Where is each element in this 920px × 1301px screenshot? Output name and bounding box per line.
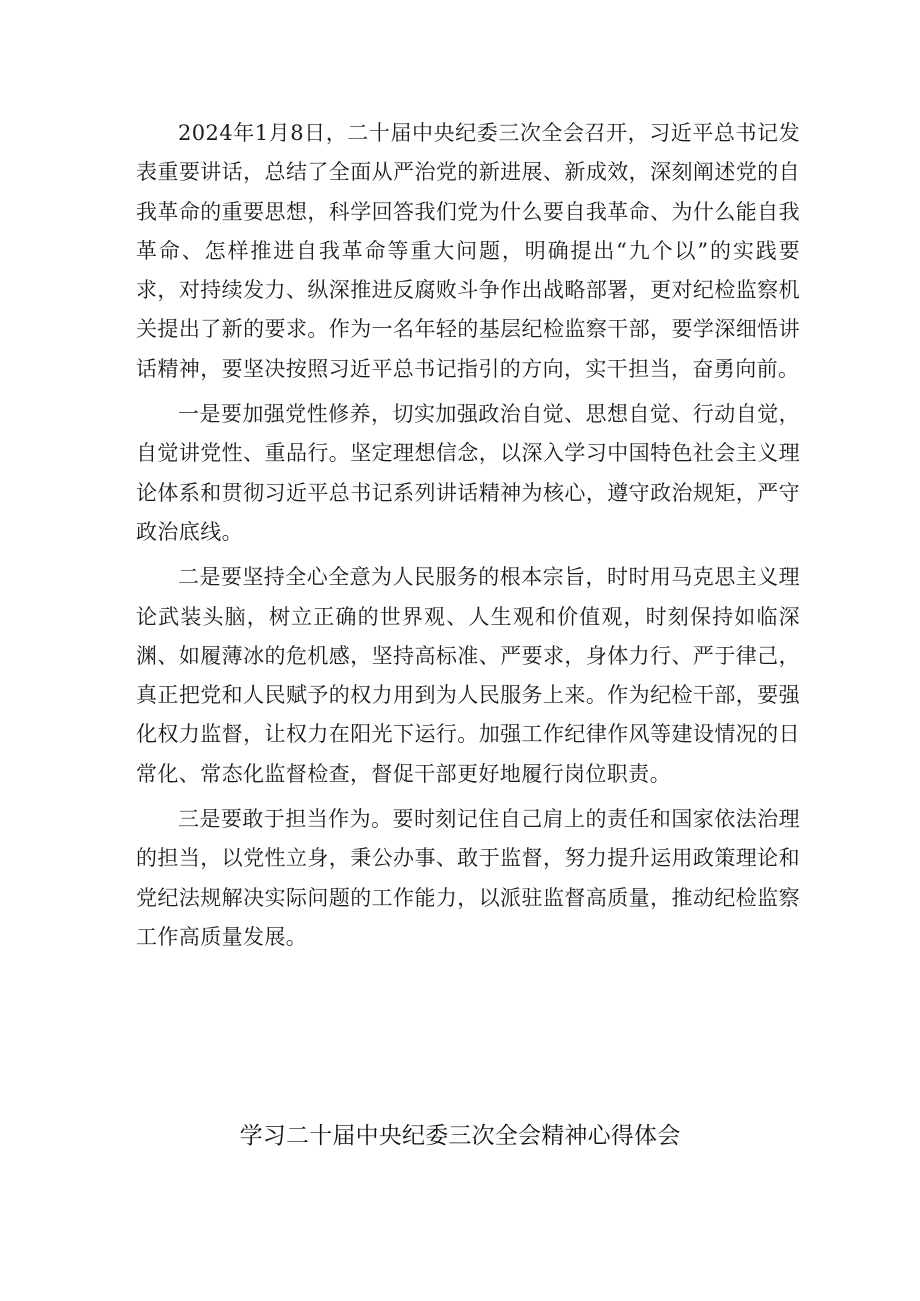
article-body	[136, 114, 800, 963]
paragraph-point-two: 二是要坚持全心全意为人民服务的根本宗旨，时时用马克思主义理论武装头脑，树立正确的世界观、人生观和价值观，时刻保持如临深渊、如履薄冰的危机感，坚持高标准、严要求，身体力行、严于律己，真正把党和人民赋予的权力用到为人民服务上来。作为纪检干部，要强化权力监督，让权力在阳光下运行。加强工作纪律作风等建设情况的日常化、常态化监督检查，督促干部更好地履行岗位职责。	[136, 565, 800, 786]
section-title: 学习二十届中央纪委三次全会精神心得体会	[239, 1123, 681, 1149]
paragraph-intro: 2024年1月8日，二十届中央纪委三次全会召开，习近平总书记发表重要讲话，总结了全面从严治党的新进展、新成效，深刻阐述党的自我革命的重要思想，科学回答我们党为什么要自我革命、为什么能自我革命、怎样推进自我革命等重大问题，明确提出“九个以”的实践要求，对持续发力、纵深推进反腐败斗争作出战略部署，更对纪检监察机关提出了新的要求。作为一名年轻的基层纪检监察干部，要学深细悟讲话精神，要坚决按照习近平总书记指引的方向，实干担当，奋勇向前。	[136, 121, 800, 381]
paragraph-point-three: 三是要敢于担当作为。要时刻记住自己肩上的责任和国家依法治理的担当，以党性立身，秉公办事、敢于监督，努力提升运用政策理论和党纪法规解决实际问题的工作能力，以派驻监督高质量，推动纪检监察工作高质量发展。	[136, 807, 800, 949]
paragraph-point-one: 一是要加强党性修养，切实加强政治自觉、思想自觉、行动自觉，自觉讲党性、重品行。坚定理想信念，以深入学习中国特色社会主义理论体系和贯彻习近平总书记系列讲话精神为核心，遵守政治规矩，严守政治底线。	[136, 402, 800, 544]
